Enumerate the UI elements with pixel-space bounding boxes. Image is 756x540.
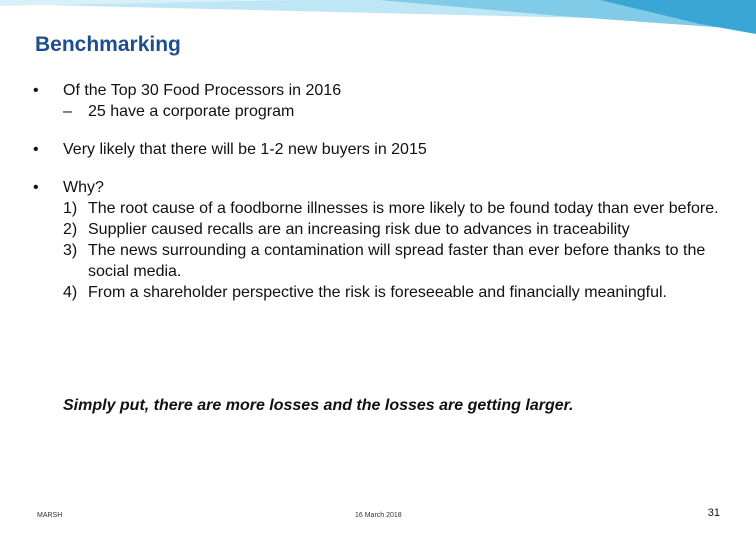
conclusion-statement: Simply put, there are more losses and the losses are getting larger. xyxy=(63,397,574,414)
footer-brand: MARSH xyxy=(37,512,63,519)
numbered-text: From a shareholder perspective the risk is foreseeable and financially meaningful. xyxy=(88,284,667,301)
sub-bullet-marker: – xyxy=(63,103,72,120)
numbered-text: The news surrounding a contamination will spread faster than ever before thanks to the social media. xyxy=(88,242,706,280)
bullet-marker: • xyxy=(33,179,39,196)
footer-date: 16 March 2018 xyxy=(355,512,402,519)
numbered-text: The root cause of a foodborne illnesses is more likely to be found today than ever before. xyxy=(88,200,719,217)
bullet-item xyxy=(30,177,730,303)
numbered-item xyxy=(63,240,730,282)
bullet-item xyxy=(30,139,730,160)
bullet-marker: • xyxy=(33,82,39,99)
numbered-marker: 1) xyxy=(63,200,78,217)
numbered-marker: 2) xyxy=(63,221,78,238)
numbered-item xyxy=(63,219,730,240)
slide-content xyxy=(30,80,730,303)
slide-title: Benchmarking xyxy=(35,33,181,56)
decorative-top-band xyxy=(0,0,756,36)
sub-bullet-item xyxy=(63,101,730,122)
page-number: 31 xyxy=(707,507,720,519)
bullet-text: Very likely that there will be 1-2 new buyers in 2015 xyxy=(63,141,427,158)
bullet-text: Why? xyxy=(63,179,104,196)
bullet-text: Of the Top 30 Food Processors in 2016 xyxy=(63,82,342,99)
numbered-text: Supplier caused recalls are an increasing risk due to advances in traceability xyxy=(88,221,630,238)
numbered-item xyxy=(63,198,730,219)
sub-bullet-text: 25 have a corporate program xyxy=(88,103,295,120)
numbered-marker: 3) xyxy=(63,242,78,259)
bullet-item xyxy=(30,80,730,122)
bullet-marker: • xyxy=(33,141,39,158)
numbered-marker: 4) xyxy=(63,284,78,301)
numbered-item xyxy=(63,282,730,303)
